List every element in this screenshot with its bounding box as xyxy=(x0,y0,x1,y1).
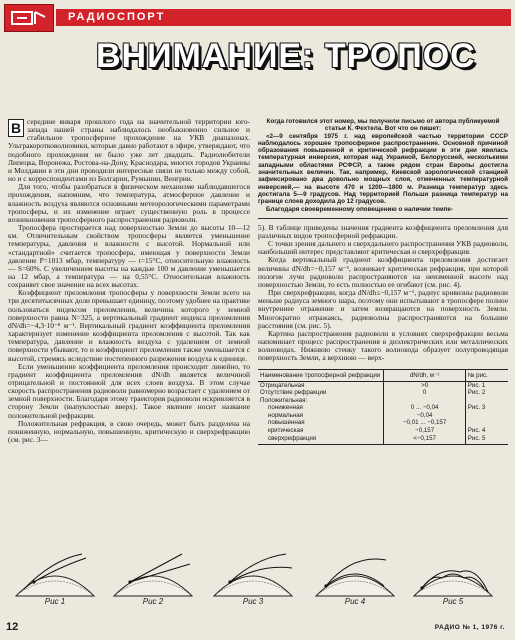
first-paragraph xyxy=(8,118,250,183)
figure-caption: Рис 1 xyxy=(44,597,66,606)
refraction-diagram-icon xyxy=(210,548,296,598)
table-row xyxy=(258,404,508,412)
table-row xyxy=(258,435,508,445)
table-cell: сверхрефракция xyxy=(258,435,384,445)
paragraph-3: Тропосфера простирается над поверхностью Земли до высоты 10—12 км. Отличительным свойством тропосферы является уменьшение температуры, давления и влажности с высотой. Нормальной или «стандартной» считается тропосфера, имеющая у поверхности Земли давление P=1013 мбар, температуру — t=15°C, относительную влажность — S=60%. С увеличением высоты на каждые 100 м давление уменьшается на 12 мбар, а температура — на 0,55°С. Относительная влажность сохраняет свое значение на всех высотах. xyxy=(8,223,250,290)
table-cell xyxy=(465,397,508,405)
table-cell: Рис. 3 xyxy=(465,404,508,412)
refraction-diagram-icon xyxy=(110,548,196,598)
table-header: № рис. xyxy=(465,369,508,381)
figure-3 xyxy=(210,548,296,610)
right-paragraph-4: При сверхрефракции, когда dN/dh≤−0,157 м⁻¹, радиус кривизны радиоволн меньше радиуса земного шара, поэтому они испытывают в тропосфере полное внутреннее отражение и затем возвращаются на поверхность Земли. Многократно отражаясь, радиоволны распространяются на большие расстояния (см. рис. 5). xyxy=(258,288,508,330)
figure-4 xyxy=(312,548,398,610)
refraction-diagram-icon xyxy=(312,548,398,598)
table-cell: >0 xyxy=(384,381,465,389)
refraction-table xyxy=(258,369,508,446)
table-cell: 0 ... −0,04 xyxy=(384,404,465,412)
figure-5 xyxy=(410,548,496,610)
dropcap-letter: В xyxy=(8,119,24,137)
paragraph-6: Положительная рефракция, в свою очередь, может быть разделена на пониженную, нормальную, повышенную, критическую и сверхрефракцию (см. рис. 3— xyxy=(8,418,250,445)
right-paragraph-1: 5). В таблице приведены значения градиента коэффициента преломления для различных видов тропосферной рефракции. xyxy=(258,222,508,241)
section-name: РАДИОСПОРТ xyxy=(68,11,166,23)
section-bar xyxy=(56,9,511,26)
figure-caption: Рис 5 xyxy=(442,597,464,606)
table-cell: −0,01 ... −0,157 xyxy=(384,419,465,427)
table-row xyxy=(258,419,508,427)
right-paragraph-3: Когда вертикальный градиент коэффициента преломления достигает величины dN/dh=−0,157 м⁻¹, возникает критическая рефракция, при которой пологие лучи радиоволн распространяются на неизменной высоте над поверхностью Земли, то есть полностью ее огибают (см. рис. 4). xyxy=(258,255,508,289)
page-number: 12 xyxy=(6,621,19,633)
table-row xyxy=(258,389,508,397)
table-row xyxy=(258,427,508,435)
table-cell: Рис. 5 xyxy=(465,435,508,445)
right-paragraph-5: Картина распространения радиоволн в условиях сверхрефракции весьма напоминает процесс распространения в диэлектрических или металлических волноводах. Нижнюю стенку такого волновода образует полупроводящая поверхность Земли, а верхнюю — верх- xyxy=(258,328,508,363)
paragraph-1: середине января прошлого года на значительной территории юго-запада нашей страны наблюдалось необыкновенно сильное и стабильное тропосферное прохождение на УКВ диапазонах. Ультракоротковолновики, которые давно работают в эфире, утверждают, что подобного прохождения не было уже лет двадцать. Радиолюбители Липецка, Воронежа, Ростова-на-Дону, Краснодара, многих городов Украины и Молдавии в эти дни проводили интересные связи не только между собой, но и с корреспондентами из Болгарии, Румынии, Венгрии. xyxy=(8,117,250,184)
refraction-diagram-icon xyxy=(410,548,496,598)
right-paragraph-2: С точки зрения дальнего и сверхдальнего распространения УКВ радиоволн, наибольший интерес представляют критическая и сверхрефракция. xyxy=(258,239,508,257)
table-row xyxy=(258,381,508,389)
issue-info: РАДИО № 1, 1976 г. xyxy=(434,624,505,631)
radiosport-logo xyxy=(4,4,54,32)
table-cell: Отсутствие рефракции xyxy=(260,389,327,397)
table-header: Наименование тропосферной рефракции xyxy=(258,369,384,381)
table-cell: Рис. 4 xyxy=(465,427,508,435)
figure-1 xyxy=(12,548,98,610)
table-cell: Рис. 1 xyxy=(465,381,508,389)
table-header: dN/dh, м⁻¹ xyxy=(384,369,465,381)
table-row xyxy=(258,397,508,405)
figure-caption: Рис 2 xyxy=(142,597,164,606)
table-cell: Рис. 2 xyxy=(465,389,508,397)
editor-note xyxy=(258,118,508,219)
table-cell: −0,157 xyxy=(384,427,465,435)
note-divider xyxy=(258,218,508,219)
figure-caption: Рис 3 xyxy=(242,597,264,606)
table-cell xyxy=(465,419,508,427)
right-column xyxy=(258,118,508,445)
table-row xyxy=(258,412,508,420)
figure-caption: Рис 4 xyxy=(344,597,366,606)
paragraph-4: Коэффициент преломления тропосферы у поверхности Земли всего на три десятитысячных доли превышает единицу, поэтому удобнее на практике пользоваться индексом преломления, величина которого у земной поверхности равна N=325, а вертикальный градиент индекса преломления dN/dh=−4,3·10⁻⁸ м⁻¹. Вертикальный градиент коэффициента преломления характеризует изменение коэффициента преломления с высотой. Так как температура, давление и влажность воздуха с удалением от земной поверхности убывают, то и коэффициент преломления также уменьшается с высотой, стремясь вследствие постепенного разрежения воздуха к единице. xyxy=(8,288,250,363)
table-cell: −0,04 xyxy=(384,412,465,420)
table-header-row xyxy=(258,369,508,381)
table-cell: повышенная xyxy=(268,419,305,427)
table-cell: нормальная xyxy=(268,411,304,419)
page-header xyxy=(4,4,511,32)
paragraph-5: Если уменьшение коэффициента преломления происходит линейно, то градиент коэффициента преломления dN/dh является величиной отрицательной и постоянной для всех слоев воздуха. В этом случае скорость распространения радиоволн равномерно возрастает с удалением от земной поверхности. Благодаря этому траектория радиоволн искривляется в сторону Земли (выпуклостью вверх). Такое явление носит название положительной рефракции. xyxy=(8,361,250,420)
refraction-figures xyxy=(12,548,507,610)
note-body: «2—9 сентября 1975 г. над европейской частью территории СССР наблюдалось хорошее тропосферное распространение. Основной причиной образования повышенной и критической рефракции в эти дни явилась температурная инверсия, которая над Украиной, Белоруссией, несколькими западными областями РСФСР, а также рядом стран Европы достигла значительных величин. Так, например, Киевской аэрологической станцией зафиксировано два довольно мощных слоя, отмеченных температурной инверсией,— на высоте 470 и 1200—1800 м. Разница температур здесь достигала 5—9 градусов. Над территорией Польши разница температур на границе слоев доходила до 12 градусов. xyxy=(258,132,508,206)
note-tail: Благодаря своевременному оповещению о наличии темпе- xyxy=(266,205,454,213)
table-cell: Отрицательная xyxy=(260,381,305,389)
refraction-diagram-icon xyxy=(12,548,98,598)
table-cell xyxy=(465,412,508,420)
article-title: ВНИМАНИЕ: ТРОПОС xyxy=(96,37,476,75)
table-cell xyxy=(384,397,465,405)
table-cell: <−0,157 xyxy=(384,435,465,445)
note-head: Когда готовился этот номер, мы получили письмо от автора публикуемой статьи К. Фехтела. Вот что он пишет: xyxy=(266,118,500,133)
left-column xyxy=(8,118,250,444)
antenna-logo-icon xyxy=(11,9,47,27)
figure-2 xyxy=(110,548,196,610)
table-cell: критическая xyxy=(268,427,304,435)
table-cell: 0 xyxy=(384,389,465,397)
paragraph-2: Для того, чтобы разобраться в физическом механизме наблюдавшегося прохождения, напомним, что температура, атмосферное давление и влажность воздуха являются основными метеорологическими параметрами тропосферы, и их изменение играет существенную роль в процессе возникновения тропосферного распространения радиоволн. xyxy=(8,182,250,224)
table-cell: пониженная xyxy=(268,404,303,412)
table-cell: Положительная: xyxy=(260,396,308,404)
